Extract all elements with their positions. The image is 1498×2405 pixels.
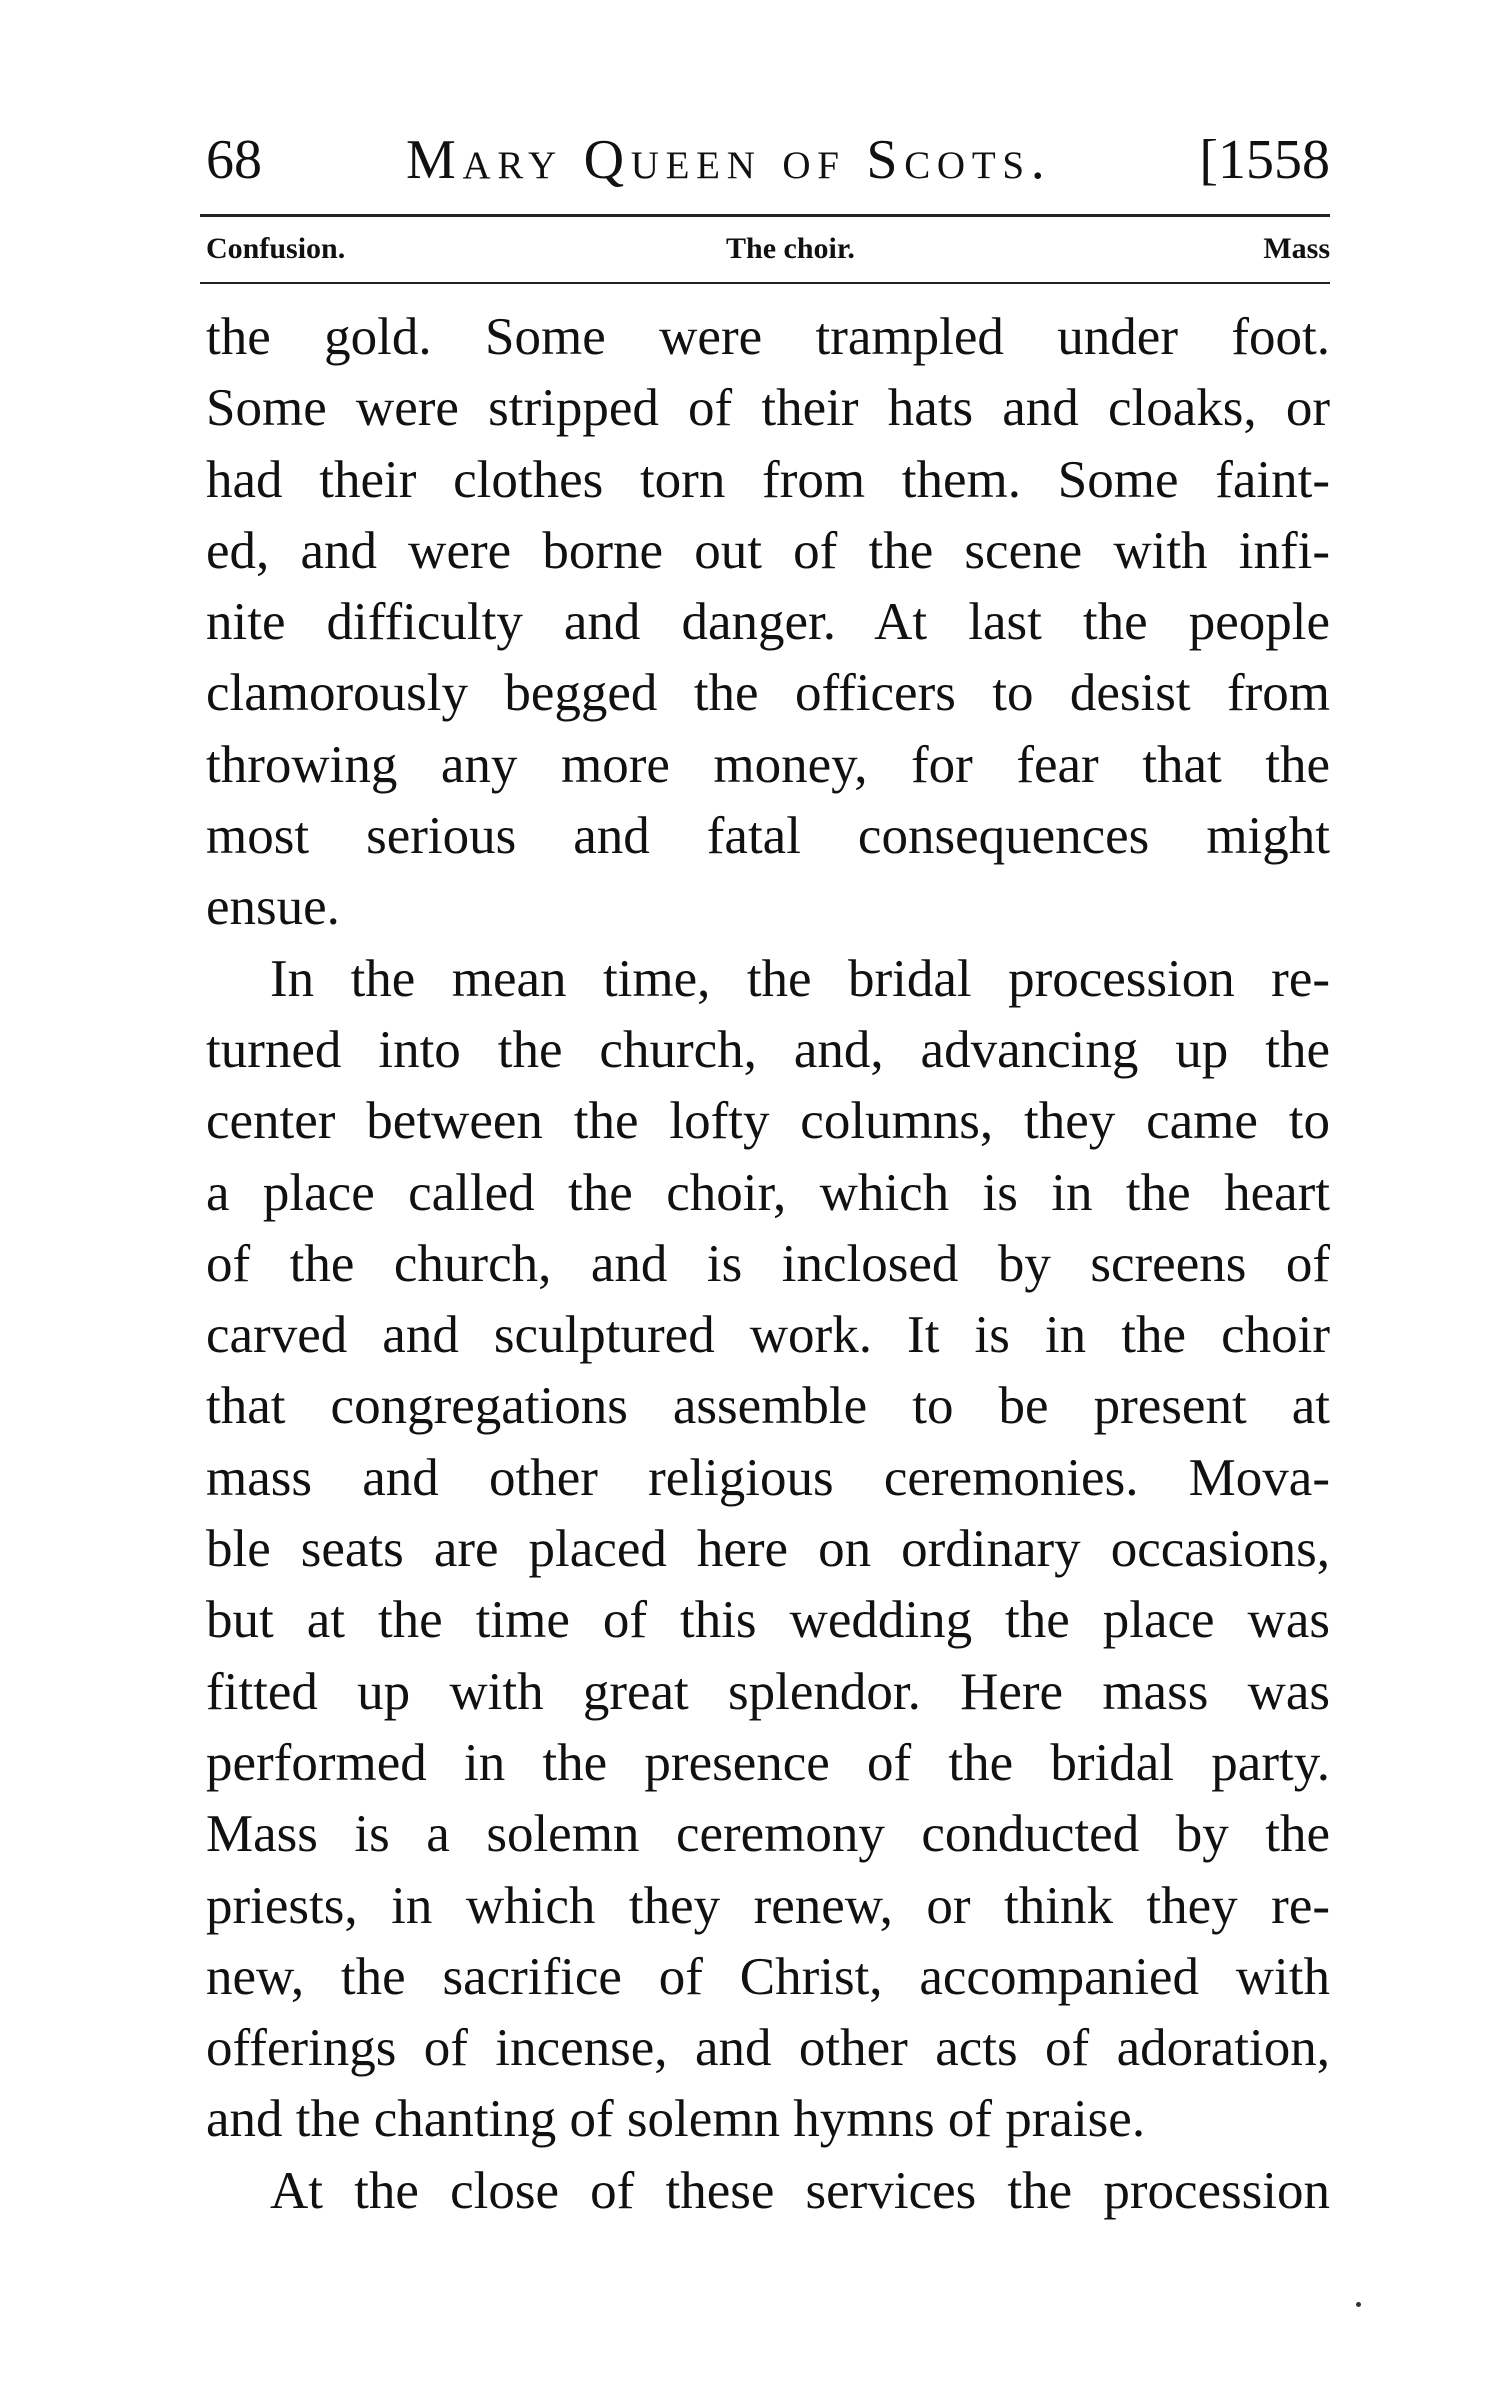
text-line: performed in the presence of the bridal party.: [206, 1733, 1330, 1792]
text-line: but at the time of this wedding the place was: [206, 1591, 1330, 1650]
text-line: Some were stripped of their hats and cloaks, or: [206, 379, 1330, 438]
header-year: [1558: [1199, 129, 1330, 191]
text-line: most serious and fatal consequences might: [206, 807, 1330, 866]
text-line: throwing any more money, for fear that the: [206, 735, 1330, 794]
marginal-note-center: The choir.: [726, 232, 855, 265]
paragraph-start-line: At the close of these services the procession: [270, 2161, 1330, 2220]
text-line: and the chanting of solemn hymns of praise.: [206, 2090, 1146, 2149]
page-header: [206, 120, 1330, 200]
text-line: priests, in which they renew, or think they re-: [206, 1876, 1330, 1935]
text-line: of the church, and is inclosed by screens of: [206, 1234, 1330, 1293]
ink-speck: [1356, 2302, 1361, 2307]
text-line: ensue.: [206, 878, 340, 937]
text-line: the gold. Some were trampled under foot.: [206, 308, 1330, 366]
text-line: new, the sacrifice of Christ, accompanied with: [206, 1947, 1330, 2006]
text-line: turned into the church, and, advancing up the: [206, 1020, 1330, 1079]
text-line: carved and sculptured work. It is in the choir: [206, 1306, 1330, 1365]
text-line: clamorously begged the officers to desist from: [206, 664, 1330, 723]
paragraph-start-line: In the mean time, the bridal procession re-: [270, 949, 1330, 1008]
marginal-note-right: Mass: [1263, 232, 1330, 265]
text-line: a place called the choir, which is in the heart: [206, 1163, 1330, 1222]
text-line: nite difficulty and danger. At last the people: [206, 593, 1330, 652]
text-line: ble seats are placed here on ordinary occasions,: [206, 1520, 1330, 1579]
text-line: Mass is a solemn ceremony conducted by the: [206, 1805, 1330, 1864]
text-line: had their clothes torn from them. Some faint-: [206, 450, 1330, 509]
text-line: center between the lofty columns, they came to: [206, 1092, 1330, 1151]
body-text: [206, 302, 1330, 2227]
notes-rule: [200, 282, 1330, 284]
text-line: mass and other religious ceremonies. Mova-: [206, 1448, 1330, 1507]
text-line: ed, and were borne out of the scene with infi-: [206, 521, 1330, 580]
marginal-note-left: Confusion.: [206, 232, 346, 265]
running-title: Mary Queen of Scots.: [406, 129, 1052, 191]
page-number: 68: [206, 129, 262, 191]
marginal-notes: [206, 226, 1330, 272]
text-line: fitted up with great splendor. Here mass was: [206, 1662, 1330, 1721]
text-line: that congregations assemble to be present at: [206, 1377, 1330, 1436]
text-line: offerings of incense, and other acts of adoration,: [206, 2019, 1330, 2078]
header-rule: [200, 214, 1330, 217]
